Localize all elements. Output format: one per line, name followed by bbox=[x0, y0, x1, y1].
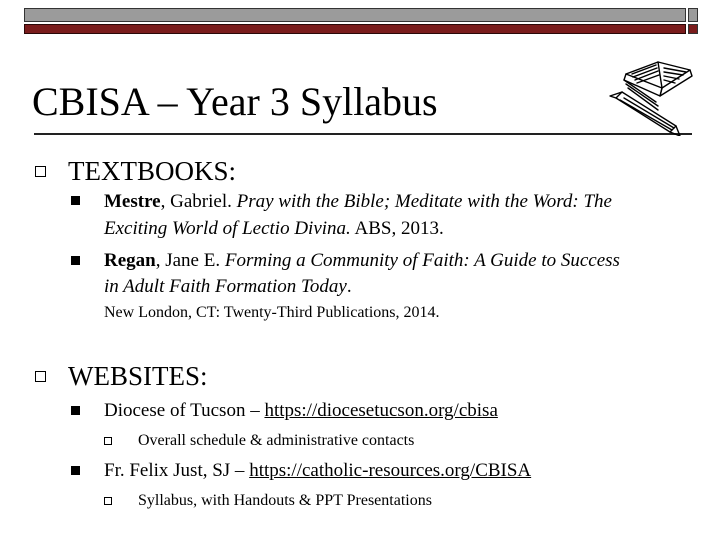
website-sub-diocese: Overall schedule & administrative contacts bbox=[138, 432, 415, 449]
level1-bullet bbox=[35, 166, 46, 177]
publisher: ABS, 2013. bbox=[350, 218, 444, 239]
level3-bullet bbox=[104, 437, 112, 445]
slide-title: CBISA – Year 3 Syllabus bbox=[32, 79, 438, 124]
level2-bullet bbox=[71, 196, 80, 205]
level1-bullet bbox=[35, 371, 46, 382]
book-title-line2: Exciting World of Lectio Divina. bbox=[104, 218, 351, 239]
catholic-resources-link[interactable]: https://catholic-resources.org/CBISA bbox=[249, 460, 532, 481]
gray-bar bbox=[24, 8, 686, 22]
level2-bullet bbox=[71, 466, 80, 475]
level2-bullet bbox=[71, 406, 80, 415]
book-title-line1: Forming a Community of Faith: A Guide to Success bbox=[224, 250, 620, 271]
textbook-item-regan-line2 bbox=[104, 274, 352, 300]
maroon-square bbox=[688, 24, 698, 34]
website-sub-catholic-resources: Syllabus, with Handouts & PPT Presentations bbox=[138, 492, 432, 509]
author-rest: , Jane E. bbox=[155, 250, 225, 271]
maroon-bar bbox=[24, 24, 686, 34]
title-end: . bbox=[346, 276, 352, 297]
textbook-item-regan-line1 bbox=[104, 248, 620, 274]
top-decorative-bar bbox=[24, 8, 698, 32]
textbooks-heading: TEXTBOOKS: bbox=[68, 156, 236, 186]
title-divider bbox=[34, 133, 692, 135]
bible-pen-clipart bbox=[606, 40, 706, 136]
author-rest: , Gabriel. bbox=[160, 191, 237, 212]
websites-heading: WEBSITES: bbox=[68, 361, 208, 391]
website-item-catholic-resources bbox=[104, 458, 531, 484]
diocese-link[interactable]: https://diocesetucson.org/cbisa bbox=[264, 400, 498, 421]
level3-bullet bbox=[104, 497, 112, 505]
book-title-line2: in Adult Faith Formation Today bbox=[104, 276, 347, 297]
author-name: Regan bbox=[104, 250, 156, 271]
gray-square bbox=[688, 8, 698, 22]
book-title-line1: Pray with the Bible; Meditate with the Word: The bbox=[236, 191, 612, 212]
author-name: Mestre bbox=[104, 191, 161, 212]
website-label: Diocese of Tucson – bbox=[104, 400, 265, 421]
website-item-diocese bbox=[104, 398, 498, 424]
publisher-line: New London, CT: Twenty-Third Publications, 2014. bbox=[104, 304, 440, 321]
website-label: Fr. Felix Just, SJ – bbox=[104, 460, 250, 481]
level2-bullet bbox=[71, 256, 80, 265]
textbook-item-mestre-line1 bbox=[104, 189, 612, 215]
textbook-item-mestre-line2 bbox=[104, 216, 444, 242]
